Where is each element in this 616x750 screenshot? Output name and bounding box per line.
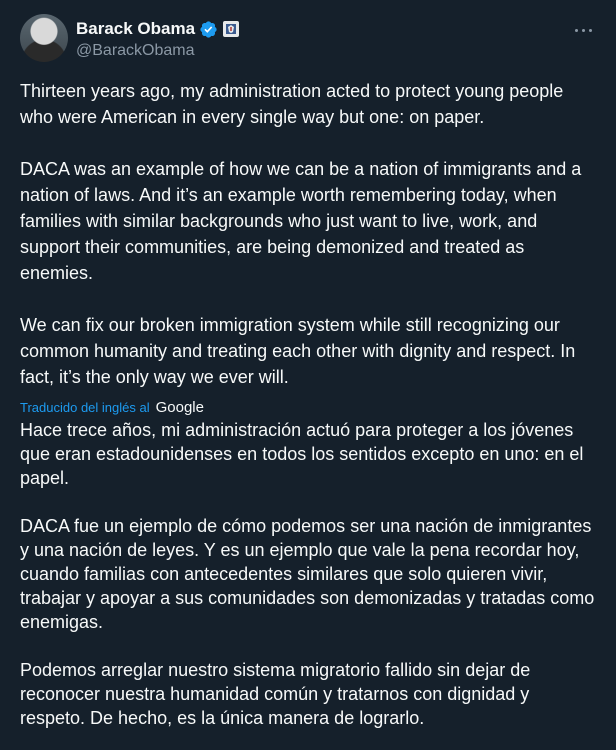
tweet-text: Thirteen years ago, my administration acted to protect young people who were American in every single way but one: on paper. DACA was an example of how we can be a nation of immigrants and a nation of laws. And it’s an example worth remembering today, when families with similar backgrounds who just want to live, work, and support their communities, are being demonized and treated as enemies. We can fix our broken immigration system while still recognizing our common humanity and treating each other with dignity and respect. In fact, it’s the only way we ever will. xyxy=(20,81,582,387)
avatar[interactable] xyxy=(20,14,68,62)
government-seal-icon xyxy=(223,21,239,37)
tweet-header xyxy=(20,14,596,64)
more-options-icon[interactable] xyxy=(572,20,596,40)
author-block xyxy=(76,18,239,60)
author-handle[interactable]: @BarackObama xyxy=(76,42,195,59)
tweet-body xyxy=(20,78,596,730)
verified-badge-icon xyxy=(199,20,218,39)
author-name[interactable]: Barack Obama xyxy=(76,19,196,38)
translation-attribution xyxy=(20,396,596,418)
translated-text: Hace trece años, mi administración actuó para proteger a los jóvenes que eran estadounidenses en todos los sentidos excepto en uno: en el papel. DACA fue un ejemplo de cómo podemos ser una nación de inmigrantes y una nación de leyes. Y es un ejemplo que vale la pena recordar hoy, cuando familias con antecedentes similares que solo quieren vivir, trabajar y apoyar a sus comunidades son demonizadas y tratadas como enemigas. Podemos arreglar nuestro sistema migratorio fallido sin dejar de reconocer nuestra humanidad común y tratarnos con dignidad y respeto. De hecho, es la única manera de lograrlo. xyxy=(20,420,595,728)
translation-label[interactable]: Traducido del inglés al xyxy=(20,399,150,415)
author-name-row xyxy=(76,18,239,40)
google-logo: Google xyxy=(155,398,204,416)
